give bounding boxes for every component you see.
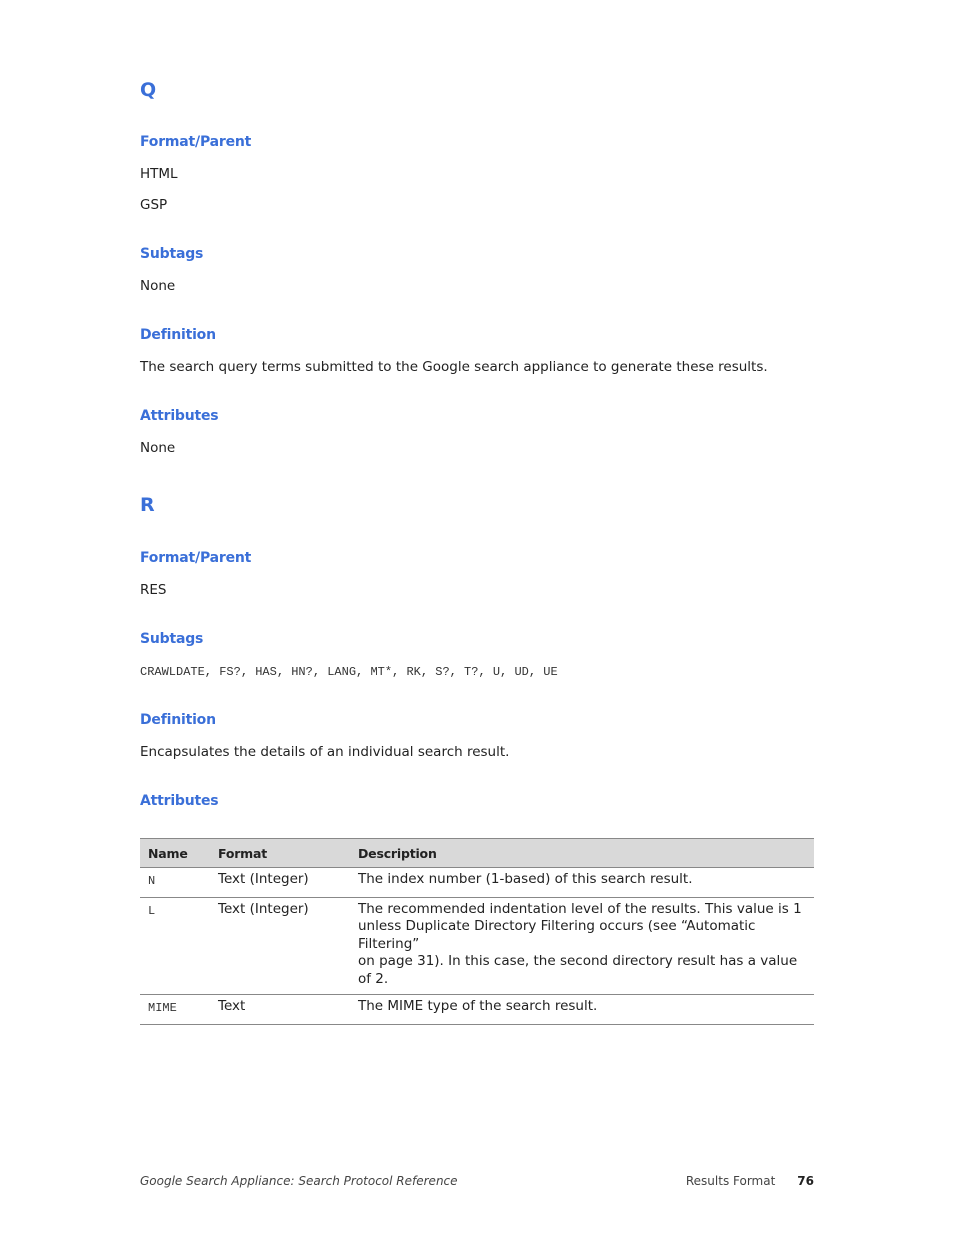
- header-description: Description: [350, 839, 814, 868]
- q-definition-heading: Definition: [140, 327, 216, 343]
- q-attributes-value: None: [140, 440, 176, 456]
- row-description: The index number (1-based) of this search result.: [350, 868, 814, 898]
- row-name: MIME: [140, 995, 210, 1025]
- r-definition-text: Encapsulates the details of an individual search result.: [140, 744, 510, 760]
- row-name: N: [140, 868, 210, 898]
- description-line: The recommended indentation level of the results. This value is 1: [358, 900, 802, 917]
- r-definition-heading: Definition: [140, 712, 216, 728]
- table-row: [140, 897, 814, 995]
- q-subtags-heading: Subtags: [140, 246, 204, 262]
- q-subtags-value: None: [140, 278, 176, 294]
- footer-doc-title: Google Search Appliance: Search Protocol Reference: [140, 1174, 458, 1188]
- row-format: Text (Integer): [210, 868, 350, 898]
- r-format-res: RES: [140, 582, 167, 598]
- row-description: The MIME type of the search result.: [350, 995, 814, 1025]
- q-format-heading: Format/Parent: [140, 134, 252, 150]
- row-description: [350, 897, 814, 995]
- section-letter-q: Q: [140, 79, 157, 101]
- footer-chapter: Results Format: [685, 1174, 776, 1188]
- attributes-table: [140, 838, 814, 1025]
- section-letter-r: R: [140, 494, 155, 516]
- q-attributes-heading: Attributes: [140, 408, 219, 424]
- row-format: Text (Integer): [210, 897, 350, 995]
- r-format-heading: Format/Parent: [140, 550, 252, 566]
- table-row: [140, 868, 814, 898]
- q-format-html: HTML: [140, 166, 178, 182]
- row-format: Text: [210, 995, 350, 1025]
- q-definition-text: The search query terms submitted to the Google search appliance to generate these results.: [140, 359, 768, 375]
- page-number: 76: [797, 1174, 814, 1188]
- q-format-gsp: GSP: [140, 197, 168, 213]
- row-name: L: [140, 897, 210, 995]
- description-line: on page 31). In this case, the second directory result has a value of 2.: [358, 953, 798, 987]
- header-name: Name: [140, 839, 210, 868]
- r-subtags-heading: Subtags: [140, 631, 204, 647]
- header-format: Format: [210, 839, 350, 868]
- r-attributes-heading: Attributes: [140, 793, 219, 809]
- table-row: [140, 995, 814, 1025]
- table-header-row: [140, 839, 814, 868]
- footer-right: [686, 1174, 814, 1188]
- description-line: unless Duplicate Directory Filtering occurs (see “Automatic Filtering”: [358, 918, 756, 952]
- r-subtags-list: CRAWLDATE, FS?, HAS, HN?, LANG, MT*, RK, S?, T?, U, UD, UE: [140, 665, 558, 679]
